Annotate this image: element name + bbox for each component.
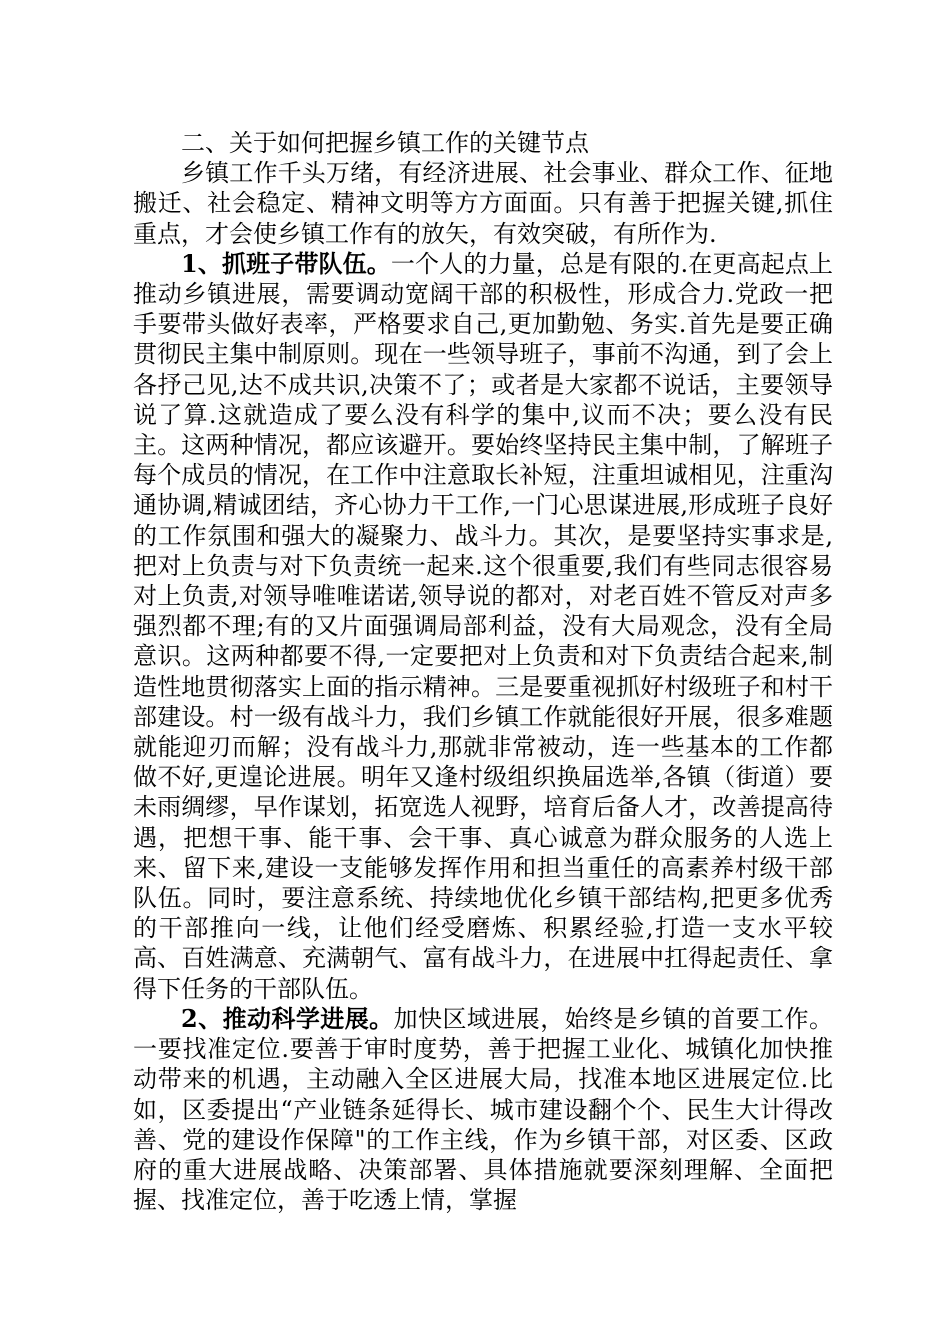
document-page xyxy=(133,128,833,1215)
paragraph-lead: 1、抓班子带队伍。 xyxy=(181,248,391,278)
intro-paragraph: 乡镇工作千头万绪，有经济进展、社会事业、群众工作、征地搬迁、社会稳定、精神文明等方方面面。只有善于把握关键,抓住重点，才会使乡镇工作有的放矢，有效突破，有所作为. xyxy=(133,159,833,248)
paragraph-body: 一个人的力量，总是有限的.在更高起点上推动乡镇进展，需要调动宽阔干部的积极性，形成合力.党政一把手要带头做好表率，严格要求自己,更加勤勉、务实.首先是要正确贯彻民主集中制原则。现在一些领导班子，事前不沟通，到了会上各抒己见,达不成共识,决策不了；或者是大家都不说话，主要领导说了算.这就造成了要么没有科学的集中,议而不决；要么没有民主。这两种情况，都应该避开。要始终坚持民主集中制，了解班子每个成员的情况，在工作中注意取长补短，注重坦诚相见，注重沟通协调,精诚团结，齐心协力干工作,一门心思谋进展,形成班子良好的工作氛围和强大的凝聚力、战斗力。其次，是要坚持实事求是,把对上负责与对下负责统一起来.这个很重要,我们有些同志很容易对上负责,对领导唯唯诺诺,领导说的都对，对老百姓不管反对声多强烈都不理;有的又片面强调局部利益，没有大局观念，没有全局意识。这两种都要不得,一定要把对上负责和对下负责结合起来,制造性地贯彻落实上面的指示精神。三是要重视抓好村级班子和村干部建设。村一级有战斗力，我们乡镇工作就能很好开展，很多难题就能迎刃而解；没有战斗力,那就非常被动，连一些基本的工作都做不好,更遑论进展。明年又逢村级组织换届选举,各镇（街道）要未雨绸缪，早作谋划，拓宽选人视野，培育后备人才，改善提高待遇，把想干事、能干事、会干事、真心诚意为群众服务的人选上来、留下来,建设一支能够发挥作用和担当重任的高素养村级干部队伍。同时，要注意系统、持续地优化乡镇干部结构,把更多优秀的干部推向一线，让他们经受磨炼、积累经验,打造一支水平较高、百姓满意、充满朝气、富有战斗力，在进展中扛得起责任、拿得下任务的干部队伍。 xyxy=(133,249,833,1003)
section-heading: 二、关于如何把握乡镇工作的关键节点 xyxy=(181,129,589,157)
paragraph-team-building xyxy=(133,249,833,1004)
paragraph-lead: 2、推动科学进展。 xyxy=(181,1003,394,1033)
paragraph-scientific-development xyxy=(133,1004,833,1215)
paragraph-body: 加快区域进展，始终是乡镇的首要工作。一要找准定位.要善于审时度势，善于把握工业化、城镇化加快推动带来的机遇，主动融入全区进展大局，找准本地区进展定位.比如，区委提出“产业链条延得长、城市建设翻个个、民生大计得改善、党的建设作保障"的工作主线，作为乡镇干部，对区委、区政府的重大进展战略、决策部署、具体措施就要深刻理解、全面把握、找准定位，善于吃透上情，掌握 xyxy=(133,1004,833,1215)
